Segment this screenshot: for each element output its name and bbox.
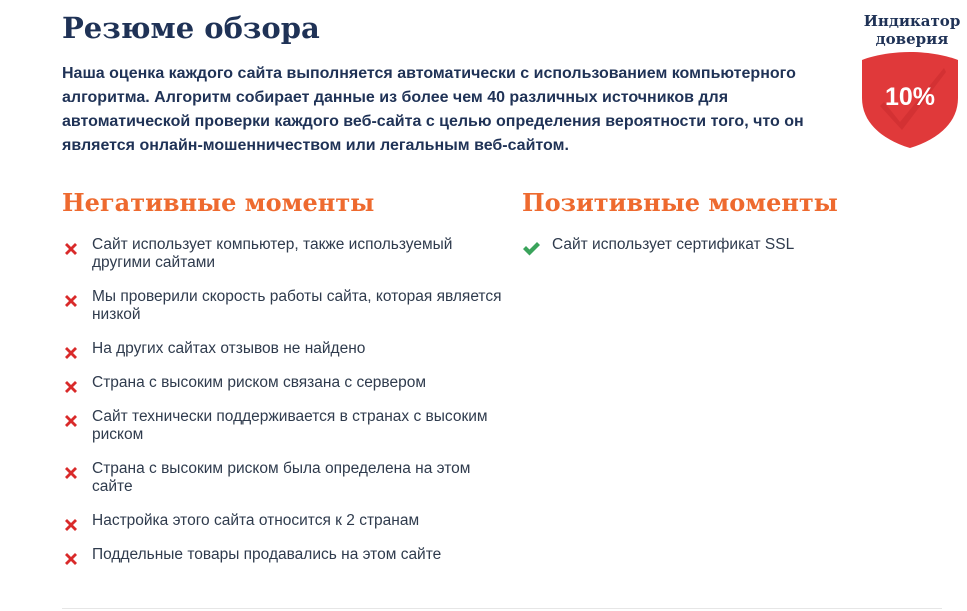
negatives-list xyxy=(62,236,507,564)
check-icon xyxy=(522,240,540,258)
list-item xyxy=(62,340,507,358)
list-item-text: Страна с высоким риском была определена на этом сайте xyxy=(92,460,471,495)
positives-section xyxy=(522,186,942,270)
list-item xyxy=(522,236,942,254)
list-item-text: Мы проверили скорость работы сайта, которая является низкой xyxy=(92,288,502,323)
page-title: Резюме обзора xyxy=(62,11,320,45)
list-item-text: Сайт использует компьютер, также используемый другими сайтами xyxy=(92,236,453,271)
list-item-text: Сайт использует сертификат SSL xyxy=(552,236,795,253)
cross-icon xyxy=(62,292,80,310)
list-item xyxy=(62,546,507,564)
list-item xyxy=(62,236,507,272)
negatives-heading: Негативные моменты xyxy=(62,188,375,217)
list-item-text: Страна с высоким риском связана с сервером xyxy=(92,374,427,391)
section-divider xyxy=(62,608,942,609)
list-item xyxy=(62,374,507,392)
trust-score: 10% xyxy=(884,83,936,111)
list-item-text: На других сайтах отзывов не найдено xyxy=(92,340,366,357)
intro-text: Наша оценка каждого сайта выполняется автоматически с использованием компьютерного алгоритма. Алгоритм собирает данные из более чем 40 различных источников для автоматической проверки каждого веб-сайта с целью определения вероятности того, что он является онлайн-мошенничеством или легальным веб-сайтом. xyxy=(62,65,804,154)
cross-icon xyxy=(62,378,80,396)
list-item-text: Сайт технически поддерживается в странах с высоким риском xyxy=(92,408,488,443)
trust-shield xyxy=(860,50,960,150)
negatives-section xyxy=(62,186,507,580)
list-item xyxy=(62,512,507,530)
positives-heading: Позитивные моменты xyxy=(522,188,838,217)
list-item xyxy=(62,288,507,324)
trust-indicator-label: Индикатор доверия xyxy=(863,12,961,48)
trust-indicator xyxy=(848,12,967,150)
list-item-text: Настройка этого сайта относится к 2 странам xyxy=(92,512,420,529)
list-item xyxy=(62,408,507,444)
positives-list xyxy=(522,236,942,254)
cross-icon xyxy=(62,344,80,362)
cross-icon xyxy=(62,240,80,258)
cross-icon xyxy=(62,412,80,430)
cross-icon xyxy=(62,550,80,568)
list-item-text: Поддельные товары продавались на этом сайте xyxy=(92,546,442,563)
cross-icon xyxy=(62,464,80,482)
cross-icon xyxy=(62,516,80,534)
list-item xyxy=(62,460,507,496)
